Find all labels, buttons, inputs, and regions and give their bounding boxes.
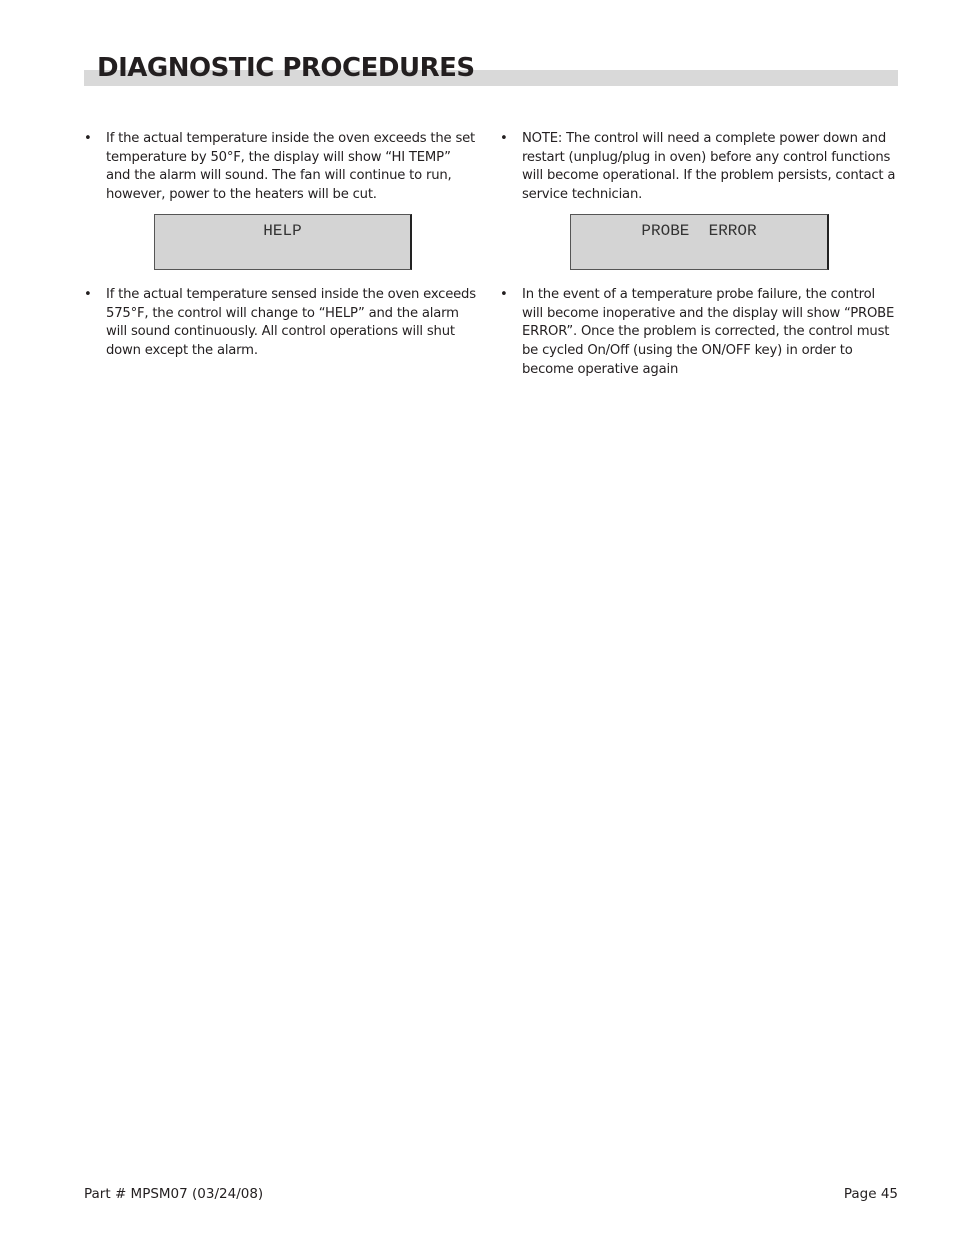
footer-page-number: Page 45 bbox=[843, 1186, 898, 1202]
display-readout: HELP bbox=[263, 222, 302, 240]
bullet-marker: • bbox=[84, 287, 92, 302]
list-item bbox=[84, 286, 484, 366]
list-item bbox=[84, 130, 484, 210]
list-item bbox=[500, 130, 900, 210]
list-item-text: NOTE: The control will need a complete power down and restart (unplug/plug in oven) before any control functions will become operational. If the problem persists, contact a service technician. bbox=[522, 131, 896, 203]
page-title: DIAGNOSTIC PROCEDURES bbox=[97, 53, 475, 83]
bullet-marker: • bbox=[84, 131, 92, 146]
lcd-display-probe-error bbox=[570, 214, 829, 270]
footer-part-number: Part # MPSM07 (03/24/08) bbox=[84, 1186, 264, 1202]
bullet-marker: • bbox=[500, 287, 508, 302]
list-item bbox=[500, 286, 900, 386]
display-readout: PROBE ERROR bbox=[641, 222, 757, 240]
list-item-text: If the actual temperature sensed inside the oven exceeds 575°F, the control will change to “HELP” and the alarm will sound continuously. All control operations will shut down except the alarm. bbox=[106, 287, 476, 359]
lcd-display-help bbox=[154, 214, 412, 270]
list-item-text: If the actual temperature inside the oven exceeds the set temperature by 50°F, the display will show “HI TEMP” and the alarm will sound. The fan will continue to run, however, power to the heaters will be cut. bbox=[106, 131, 475, 203]
list-item-text: In the event of a temperature probe failure, the control will become inoperative and the display will show “PROBE ERROR”. Once the problem is corrected, the control must be cycled On/Off (using the ON/OFF key) in order to become operative again bbox=[522, 287, 895, 377]
bullet-marker: • bbox=[500, 131, 508, 146]
